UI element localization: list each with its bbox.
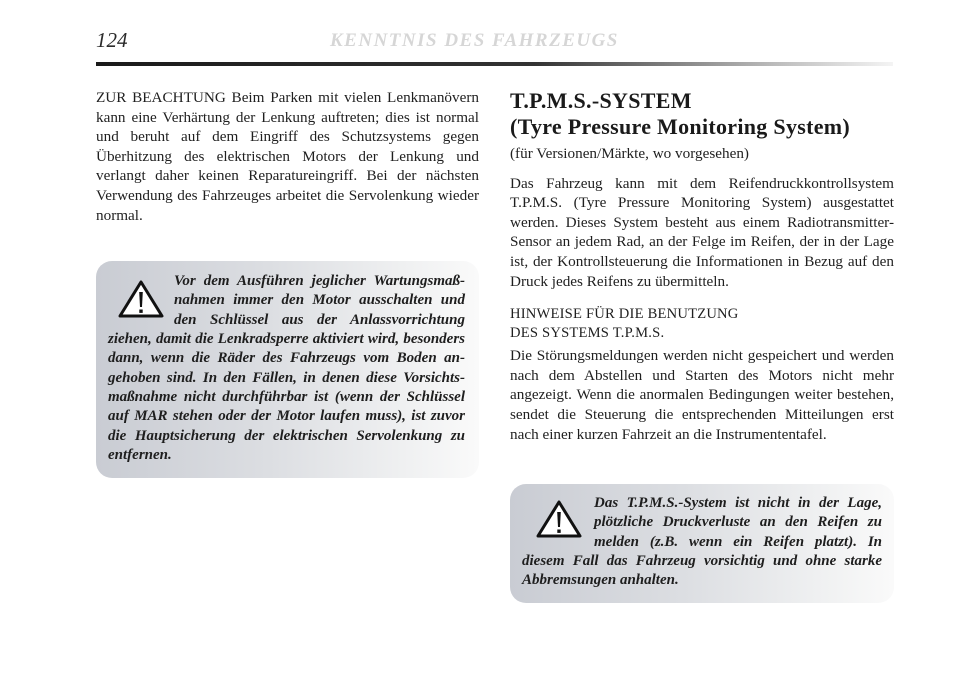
maintenance-warning-text: Vor dem Ausführen jeglicher Wartungsmaßnahmen immer den Motor ausschalten und den Schlüssel aus der Anlassvorrichtung ziehen, damit die Lenkradsperre aktiviert wird, besonders dann, wenn die Räder des Fahrzeugs vom Boden angehoben sind. In den Fällen, in denen diese Vorsichtsmaßnahme nicht durchführbar ist (wenn der Schlüssel auf MAR stehen oder der Motor laufen muss), ist zuvor die Hauptsicherung der elektrischen Servolenkung zu entfernen.: [108, 273, 465, 463]
section-title: [510, 88, 894, 140]
usage-heading-line2: DES SYSTEMS T.P.M.S.: [510, 325, 665, 342]
tpms-intro: Das Fahrzeug kann mit dem Reifendruckkontrollsystem T.P.M.S. (Tyre Pressure Monitoring System) ausgestattet werden. Dieses System besteht aus einem Radiotransmitter-Sensor an jedem Rad, an der Felge im Reifen, der in der Lage ist, der Kontrollsteuerung die Informationen in Bezug auf den Druck jedes Reifens zu übermitteln.: [510, 174, 894, 290]
right-column: [510, 88, 894, 603]
section-title-line2: (Tyre Pressure Monitoring System): [510, 114, 851, 139]
section-title-line1: T.P.M.S.-SYSTEM: [510, 88, 692, 113]
steering-note: ZUR BEACHTUNG Beim Parken mit vielen Lenkmanövern kann eine Verhärtung der Lenkung auftreten; dies ist normal und beruht auf dem Eingriff des Schutzsystems gegen Überhitzung des elektrischen Motors der Lenkung und verlangt daher keinen Reparatureingriff. Bei der nächsten Verwendung des Fahrzeuges arbeitet die Servolenkung wieder normal.: [96, 89, 479, 224]
left-column: [96, 88, 479, 478]
tpms-warning-box: [510, 484, 894, 602]
header-rule: [96, 62, 893, 66]
warning-triangle-icon: [536, 500, 582, 538]
tpms-warning-text: Das T.P.M.S.-System ist nicht in der Lage, plötzliche Druckverluste an den Reifen zu melden (z.B. wenn ein Reifen platzt). In diesem Fall das Fahrzeug vorsichtig und ohne starke Abbremsungen anhalten.: [522, 495, 882, 589]
section-subtitle: (für Versionen/Märkte, wo vorgesehen): [510, 145, 749, 162]
usage-text: Die Störungsmeldungen werden nicht gespeichert und werden nach dem Abstellen und Starten des Motors nicht mehr angezeigt. Wenn die anormalen Bedingungen weiter bestehen, sendet die Steuerung die entsprechenden Mitteilungen erst nach einer kurzen Fahrzeit an die Instrumententafel.: [510, 347, 894, 443]
warning-triangle-icon: [118, 280, 164, 318]
usage-heading: [510, 305, 894, 343]
page-number: 124: [96, 28, 128, 52]
usage-heading-line1: HINWEISE FÜR DIE BENUTZUNG: [510, 306, 739, 323]
maintenance-warning-box: [96, 261, 479, 478]
running-title: KENNTNIS DES FAHRZEUGS: [330, 30, 619, 51]
